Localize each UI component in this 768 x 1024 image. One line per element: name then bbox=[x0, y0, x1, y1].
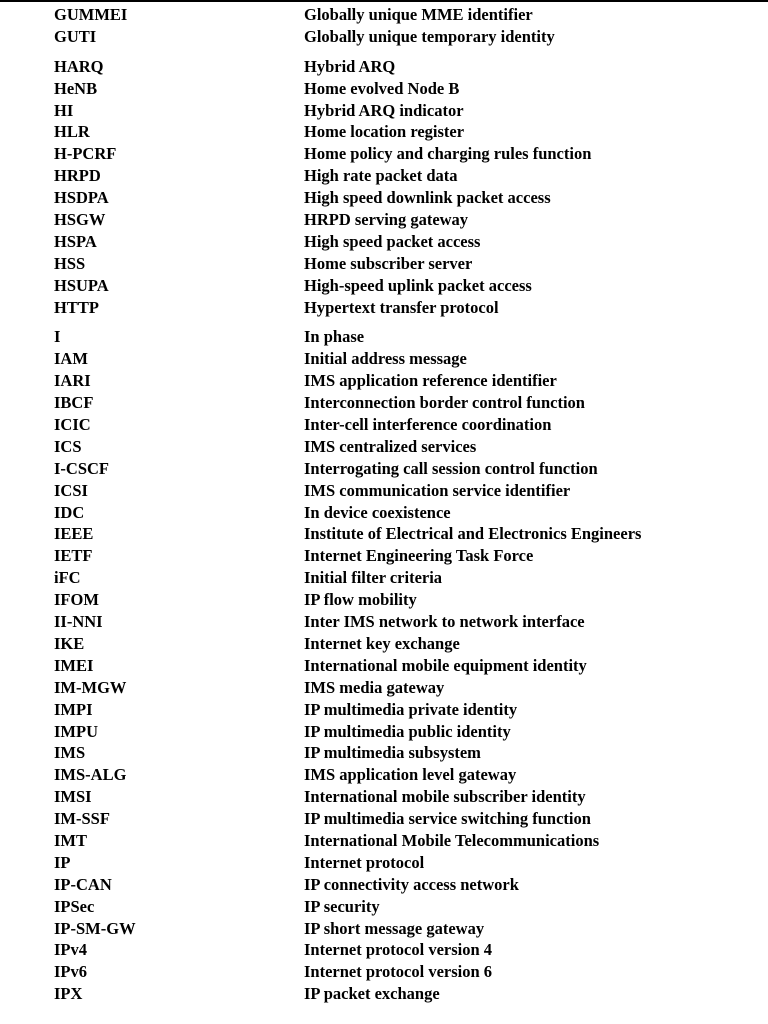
abbreviation-row bbox=[54, 56, 754, 78]
abbreviation-term: IMT bbox=[54, 830, 87, 850]
abbreviation-term: HeNB bbox=[54, 78, 98, 98]
abbreviation-definition: IP short message gateway bbox=[304, 918, 485, 938]
abbreviation-row bbox=[54, 699, 754, 721]
abbreviation-term: IM-MGW bbox=[54, 677, 127, 697]
abbreviation-group bbox=[54, 56, 754, 319]
abbreviation-definition: Home policy and charging rules function bbox=[304, 144, 592, 164]
abbreviation-definition: Home location register bbox=[304, 122, 465, 142]
abbreviation-term: ICIC bbox=[54, 415, 91, 435]
abbreviation-row bbox=[54, 143, 754, 165]
abbreviation-definition: Home evolved Node B bbox=[304, 78, 460, 98]
abbreviation-definition: IP multimedia public identity bbox=[304, 721, 511, 741]
abbreviation-definition: In phase bbox=[304, 327, 365, 347]
abbreviation-row bbox=[54, 677, 754, 699]
abbreviation-row bbox=[54, 502, 754, 524]
abbreviation-row bbox=[54, 655, 754, 677]
abbreviation-definition: IP packet exchange bbox=[304, 984, 440, 1004]
abbreviation-term: IPSec bbox=[54, 896, 95, 916]
abbreviation-term: GUMMEI bbox=[54, 5, 128, 24]
abbreviation-term: GUTI bbox=[54, 26, 97, 46]
abbreviation-row bbox=[54, 764, 754, 786]
abbreviation-term: IARI bbox=[54, 371, 91, 391]
abbreviation-definition: IMS application level gateway bbox=[304, 765, 517, 785]
abbreviation-row bbox=[54, 326, 754, 348]
abbreviation-definition: IP multimedia service switching function bbox=[304, 809, 591, 829]
abbreviation-term: HSDPA bbox=[54, 188, 109, 208]
abbreviation-definition: IMS application reference identifier bbox=[304, 371, 557, 391]
abbreviation-definition: Internet key exchange bbox=[304, 633, 460, 653]
abbreviation-term: IMS bbox=[54, 743, 86, 763]
abbreviation-term: HARQ bbox=[54, 56, 104, 76]
abbreviation-row bbox=[54, 414, 754, 436]
abbreviation-row bbox=[54, 253, 754, 275]
abbreviation-group bbox=[54, 4, 754, 48]
abbreviation-definition: In device coexistence bbox=[304, 502, 451, 522]
abbreviation-term: IP-SM-GW bbox=[54, 918, 136, 938]
abbreviation-row bbox=[54, 786, 754, 808]
abbreviation-row bbox=[54, 458, 754, 480]
abbreviation-row bbox=[54, 121, 754, 143]
abbreviation-row bbox=[54, 721, 754, 743]
abbreviation-term: HI bbox=[54, 100, 74, 120]
abbreviation-definition: Inter IMS network to network interface bbox=[304, 612, 585, 632]
abbreviation-row bbox=[54, 4, 754, 26]
abbreviation-term: ICS bbox=[54, 436, 82, 456]
abbreviation-term: IMPU bbox=[54, 721, 98, 741]
abbreviation-row bbox=[54, 523, 754, 545]
abbreviation-definition: Globally unique temporary identity bbox=[304, 26, 555, 46]
abbreviation-term: IMPI bbox=[54, 699, 93, 719]
abbreviation-definition: IP multimedia subsystem bbox=[304, 743, 481, 763]
abbreviation-row bbox=[54, 480, 754, 502]
abbreviation-definition: IMS media gateway bbox=[304, 677, 445, 697]
abbreviation-term: II-NNI bbox=[54, 612, 103, 632]
abbreviation-term: IBCF bbox=[54, 393, 94, 413]
abbreviation-definition: Interrogating call session control function bbox=[304, 458, 598, 478]
abbreviation-definition: IP connectivity access network bbox=[304, 874, 519, 894]
abbreviation-definition: HRPD serving gateway bbox=[304, 210, 469, 230]
abbreviation-term: IKE bbox=[54, 633, 85, 653]
abbreviation-row bbox=[54, 545, 754, 567]
abbreviation-row bbox=[54, 830, 754, 852]
abbreviation-term: IPX bbox=[54, 984, 83, 1004]
abbreviation-row bbox=[54, 896, 754, 918]
abbreviation-row bbox=[54, 209, 754, 231]
abbreviation-definition: High speed downlink packet access bbox=[304, 188, 551, 208]
abbreviation-definition: Home subscriber server bbox=[304, 253, 473, 273]
abbreviation-row bbox=[54, 939, 754, 961]
abbreviation-definition: Institute of Electrical and Electronics Engineers bbox=[304, 524, 642, 544]
abbreviation-definition: Internet protocol version 6 bbox=[304, 962, 493, 982]
abbreviation-term: IMSI bbox=[54, 787, 92, 807]
abbreviation-group bbox=[54, 326, 754, 1005]
abbreviation-row bbox=[54, 589, 754, 611]
abbreviation-row bbox=[54, 852, 754, 874]
abbreviation-term: HSPA bbox=[54, 231, 97, 251]
abbreviation-definition: International mobile equipment identity bbox=[304, 655, 587, 675]
abbreviation-term: IFOM bbox=[54, 590, 99, 610]
abbreviation-row bbox=[54, 231, 754, 253]
abbreviation-definition: International mobile subscriber identity bbox=[304, 787, 586, 807]
abbreviation-row bbox=[54, 742, 754, 764]
abbreviation-row bbox=[54, 567, 754, 589]
abbreviation-list bbox=[54, 4, 754, 1005]
abbreviation-definition: Hypertext transfer protocol bbox=[304, 297, 499, 317]
abbreviation-row bbox=[54, 633, 754, 655]
abbreviation-definition: IMS communication service identifier bbox=[304, 480, 571, 500]
abbreviation-row bbox=[54, 436, 754, 458]
abbreviation-row bbox=[54, 370, 754, 392]
abbreviation-row bbox=[54, 297, 754, 319]
abbreviation-definition: High rate packet data bbox=[304, 166, 458, 186]
abbreviation-definition: Internet Engineering Task Force bbox=[304, 546, 534, 566]
top-rule bbox=[0, 0, 768, 2]
abbreviation-row bbox=[54, 165, 754, 187]
abbreviation-term: ICSI bbox=[54, 480, 88, 500]
abbreviation-term: HTTP bbox=[54, 297, 99, 317]
abbreviation-definition: Internet protocol bbox=[304, 852, 425, 872]
abbreviation-term: HSGW bbox=[54, 210, 106, 230]
abbreviation-row bbox=[54, 808, 754, 830]
abbreviation-row bbox=[54, 78, 754, 100]
abbreviation-definition: High-speed uplink packet access bbox=[304, 275, 532, 295]
abbreviation-row bbox=[54, 392, 754, 414]
abbreviation-term: I-CSCF bbox=[54, 458, 110, 478]
abbreviation-definition: IP flow mobility bbox=[304, 590, 417, 610]
abbreviation-term: IAM bbox=[54, 349, 88, 369]
abbreviation-row bbox=[54, 100, 754, 122]
abbreviation-term: HSS bbox=[54, 253, 86, 273]
abbreviation-term: IEEE bbox=[54, 524, 94, 544]
abbreviation-definition: Initial address message bbox=[304, 349, 467, 369]
abbreviation-definition: Hybrid ARQ bbox=[304, 56, 396, 76]
abbreviation-row bbox=[54, 983, 754, 1005]
abbreviation-term: IMEI bbox=[54, 655, 94, 675]
abbreviation-definition: Hybrid ARQ indicator bbox=[304, 100, 464, 120]
abbreviation-row bbox=[54, 275, 754, 297]
abbreviation-term: HSUPA bbox=[54, 275, 109, 295]
abbreviation-term: HLR bbox=[54, 122, 90, 142]
abbreviation-term: IDC bbox=[54, 502, 85, 522]
abbreviation-term: IP-CAN bbox=[54, 874, 112, 894]
abbreviation-term: IPv4 bbox=[54, 940, 87, 960]
abbreviation-term: IP bbox=[54, 852, 71, 872]
abbreviation-row bbox=[54, 961, 754, 983]
abbreviation-term: HRPD bbox=[54, 166, 101, 186]
abbreviation-term: IETF bbox=[54, 546, 93, 566]
abbreviation-definition: Globally unique MME identifier bbox=[304, 5, 533, 24]
abbreviation-row bbox=[54, 918, 754, 940]
abbreviation-term: H-PCRF bbox=[54, 144, 117, 164]
abbreviation-row bbox=[54, 348, 754, 370]
abbreviation-term: iFC bbox=[54, 568, 81, 588]
abbreviation-definition: IP multimedia private identity bbox=[304, 699, 518, 719]
abbreviation-term: IM-SSF bbox=[54, 809, 110, 829]
abbreviation-row bbox=[54, 874, 754, 896]
abbreviation-row bbox=[54, 26, 754, 48]
abbreviation-definition: Initial filter criteria bbox=[304, 568, 443, 588]
abbreviation-term: I bbox=[54, 327, 61, 347]
abbreviation-definition: International Mobile Telecommunications bbox=[304, 830, 600, 850]
abbreviation-term: IMS-ALG bbox=[54, 765, 127, 785]
abbreviation-definition: Internet protocol version 4 bbox=[304, 940, 493, 960]
abbreviation-definition: IMS centralized services bbox=[304, 436, 477, 456]
abbreviation-row bbox=[54, 611, 754, 633]
abbreviation-term: IPv6 bbox=[54, 962, 87, 982]
abbreviation-definition: Interconnection border control function bbox=[304, 393, 585, 413]
abbreviation-definition: High speed packet access bbox=[304, 231, 481, 251]
abbreviation-row bbox=[54, 187, 754, 209]
abbreviation-definition: IP security bbox=[304, 896, 380, 916]
abbreviation-definition: Inter-cell interference coordination bbox=[304, 415, 552, 435]
